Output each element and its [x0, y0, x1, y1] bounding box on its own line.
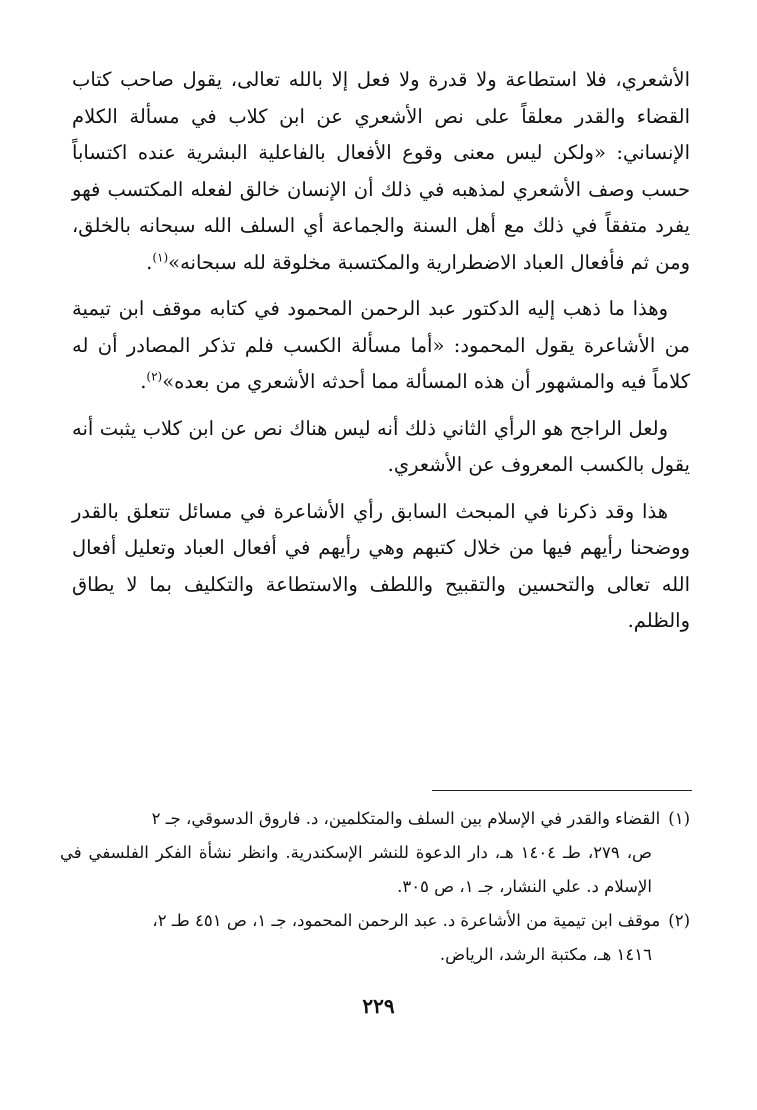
footnote-1: (١)القضاء والقدر في الإسلام بين السلف والمتكلمين، د. فاروق الدسوقي، جـ ٢	[60, 802, 690, 836]
footnote-2: (٢)موقف ابن تيمية من الأشاعرة د. عبد الرحمن المحمود، جـ ١، ص ٤٥١ طـ ٢،	[60, 904, 690, 938]
page-number: ٢٢٩	[362, 994, 395, 1018]
paragraph-1: الأشعري، فلا استطاعة ولا قدرة ولا فعل إلا بالله تعالى، يقول صاحب كتاب القضاء والقدر معلقاً على نص الأشعري عن ابن كلاب في مسألة الكلام الإنساني: «ولكن ليس معنى وقوع الأفعال بالفاعلية البشرية عنده اكتساباً حسب وصف الأشعري لمذهبه في ذلك أن الإنسان خالق لفعله المكتسب فهو يفرد متفقاً في ذلك مع أهل السنة والجماعة أي السلف الله سبحانه بالخلق، ومن ثم فأفعال العباد الاضطرارية والمكتسبة مخلوقة لله سبحانه»$^{(١)}$.	[72, 68, 690, 274]
paragraph-4: هذا وقد ذكرنا في المبحث السابق رأي الأشاعرة في مسائل تتعلق بالقدر ووضحنا رأيهم فيها من خلال كتبهم وهي رأيهم في أفعال العباد وتعليل أفعال الله تعالى والتحسين والتقبيح واللطف والاستطاعة والتكليف بما لا يطاق والظلم.	[72, 499, 690, 632]
paragraph-3: ولعل الراجح هو الرأي الثاني ذلك أنه ليس هناك نص عن ابن كلاب يثبت أنه يقول بالكسب المعروف عن الأشعري.	[72, 416, 690, 476]
paragraph-2: وهذا ما ذهب إليه الدكتور عبد الرحمن المحمود في كتابه موقف ابن تيمية من الأشاعرة يقول المحمود: «أما مسألة الكسب فلم تذكر المصادر أن له كلاماً فيه والمشهور أن هذه المسألة مما أحدثه الأشعري من بعده»$^{(٢)}$.	[72, 297, 690, 393]
footnote-number-1: (١)	[668, 809, 690, 828]
footnote-ref-1[interactable]: (١)	[152, 250, 169, 264]
footnote-number-2: (٢)	[668, 911, 690, 930]
main-text	[72, 62, 690, 650]
footnote-divider	[432, 790, 692, 791]
footnotes	[60, 802, 690, 972]
footnote-1-continuation: ص، ٢٧٩، طـ ١٤٠٤ هـ، دار الدعوة للنشر الإسكندرية. وانظر نشأة الفكر الفلسفي في الإسلام د. علي النشار، جـ ١، ص ٣٠٥.	[60, 843, 652, 896]
footnote-2-continuation: ١٤١٦ هـ، مكتبة الرشد، الرياض.	[439, 945, 652, 964]
footnote-ref-2[interactable]: (٢)	[146, 369, 163, 384]
